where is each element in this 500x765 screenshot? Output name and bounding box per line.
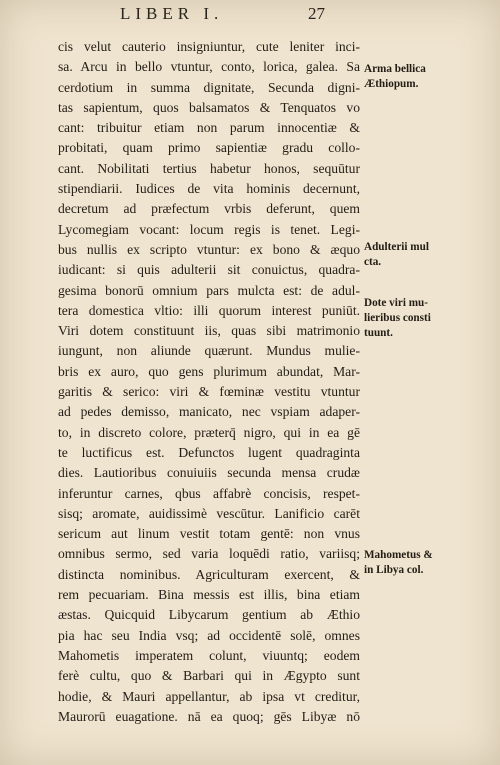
page-number: 27: [308, 4, 325, 23]
margin-note-dowry: [364, 296, 492, 341]
text-line: ad pedes demisso, manicato, nec vspiam adaper-: [58, 404, 360, 420]
text-line: æstas. Quicquid Libycarum gentium ab Æthio: [58, 607, 360, 623]
text-line: te luctificus est. Defunctos lugent quadraginta: [58, 444, 360, 460]
text-line: Mahometis imperatem colunt, viuuntq; eodem: [58, 647, 360, 663]
margin-note-line: Adulterii mul: [364, 241, 429, 253]
text-line: garitis & serico: viri & fœminæ vestitu vtuntur: [58, 384, 360, 400]
text-line: dies. Lautioribus conuiuiis secunda mensa crudæ: [58, 465, 360, 481]
margin-note-mahomet: [364, 548, 492, 578]
text-line: sisq; aromate, auidissimè vescūtur. Lanificio carēt: [58, 505, 360, 521]
text-line: Viri dotem constituunt iis, quas sibi matrimonio: [58, 323, 360, 339]
text-line: tas sapientum, quos balsamatos & Tenquatos vo: [58, 99, 360, 115]
margin-note-arms: [364, 62, 492, 92]
text-line: stipendiarii. Iudices de vita hominis decernunt,: [58, 181, 360, 197]
margin-note-line: Arma bellica: [364, 63, 426, 75]
text-line: sa. Arcu in bello vtuntur, conto, lorica, galea. Sa: [58, 59, 360, 75]
text-line: inferuntur carnes, qbus affabrè concisis, respet-: [58, 485, 360, 501]
margin-note-line: in Libya col.: [364, 564, 424, 576]
text-line: iudicant: si quis adulterii sit conuictus, quadra-: [58, 262, 360, 278]
text-line: cant. Nobilitati tertius habetur honos, sequūtur: [58, 160, 360, 176]
text-line: decretum ad præfectum vrbis deferunt, quem: [58, 201, 360, 217]
text-line: bus nullis ex scripto vtuntur: ex bono & æquo: [58, 241, 360, 257]
text-line: hodie, & Mauri appellantur, ab ipsa vt creditur,: [58, 688, 360, 704]
text-line: iungunt, non aliunde quærunt. Mundus mulie-: [58, 343, 360, 359]
text-line: rem pecuariam. Bina messis est illis, bina etiam: [58, 587, 360, 603]
text-line: pia hac seu India vsq; ad occidentē solē, omnes: [58, 627, 360, 643]
text-line: probitati, quam primo sapientiæ gradu collo-: [58, 140, 360, 156]
text-line: cerdotium in summa dignitate, Secunda digni-: [58, 79, 360, 95]
text-line: gesima bonorū omnium pars mulcta est: de adul-: [58, 282, 360, 298]
margin-note-line: Æthiopum.: [364, 78, 419, 90]
margin-note-line: lieribus consti: [364, 312, 431, 324]
margin-note-line: Mahometus &: [364, 549, 433, 561]
text-line: omnibus sermo, sed varia loquēdi ratio, variisq;: [58, 546, 360, 562]
text-line: Maurorū euagatione. nā ea quoq; gēs Libyæ nō: [58, 708, 360, 724]
text-line: sericum aut linum vestit totam gentē: non vnus: [58, 526, 360, 542]
text-line: Lycomegiam vocant: locum regis is tenet. Legi-: [58, 221, 360, 237]
page-header: [60, 4, 360, 26]
margin-note-line: Dote viri mu-: [364, 297, 429, 309]
margin-note-line: cta.: [364, 256, 382, 268]
running-title: LIBER I.: [120, 4, 224, 23]
text-line: distincta nominibus. Agriculturam exercent, &: [58, 566, 360, 582]
text-line: cant: tribuitur etiam non parum innocentiæ &: [58, 120, 360, 136]
text-line: tera domestica vltio: illi quorum interest puniūt.: [58, 302, 360, 318]
margin-note-adultery: [364, 240, 492, 270]
margin-note-line: tuunt.: [364, 327, 393, 339]
text-line: bris ex auro, quo gens plurimum abundat, Mar-: [58, 363, 360, 379]
text-line: cis velut cauterio insigniuntur, cute leniter inci-: [58, 39, 360, 54]
text-line: ferè cultu, quo & Barbari qui in Ægypto sunt: [58, 668, 360, 684]
text-line: to, in discreto colore, præterq̄ nigro, qui in ea gē: [58, 424, 360, 440]
main-text-column: [58, 37, 360, 727]
